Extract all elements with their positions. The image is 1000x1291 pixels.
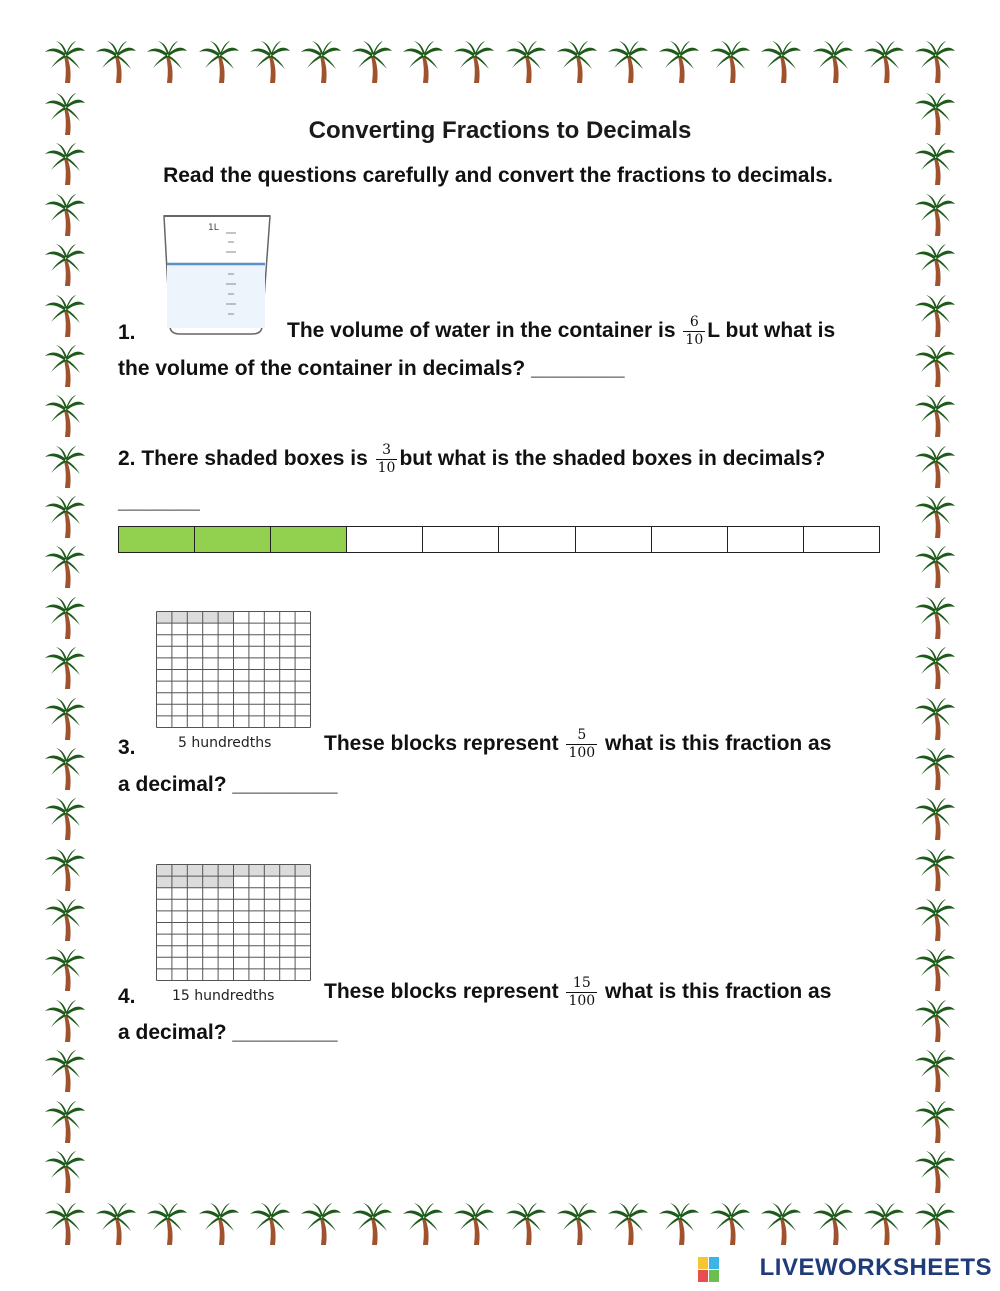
q4-numerator: 15 [566, 975, 597, 993]
palm-tree-icon [658, 40, 700, 84]
liveworksheets-logo-icon [698, 1257, 720, 1283]
palm-tree-icon [914, 193, 956, 237]
palm-tree-icon [44, 495, 86, 539]
palm-tree-icon [914, 848, 956, 892]
palm-tree-icon [505, 40, 547, 84]
palm-tree-icon [44, 40, 86, 84]
q2-numerator: 3 [376, 442, 398, 460]
shaded-block [172, 876, 187, 888]
palm-tree-icon [914, 697, 956, 741]
palm-tree-icon [914, 596, 956, 640]
palm-tree-icon [95, 1202, 137, 1246]
palm-tree-icon [914, 294, 956, 338]
palm-tree-icon [44, 596, 86, 640]
bar-box [347, 527, 423, 552]
q2-suffix: but what is the shaded boxes in decimals? [399, 447, 826, 471]
palm-tree-icon [812, 40, 854, 84]
palm-tree-icon [914, 797, 956, 841]
q1-text-after: L but what is [707, 319, 836, 343]
palm-tree-icon [914, 40, 956, 84]
palm-tree-icon [44, 999, 86, 1043]
palm-tree-icon [914, 898, 956, 942]
palm-tree-icon [198, 40, 240, 84]
shaded-block [249, 865, 264, 877]
palm-tree-icon [760, 1202, 802, 1246]
palm-tree-icon [44, 948, 86, 992]
q3-text-after: what is this fraction as [605, 732, 832, 756]
palm-tree-icon [556, 40, 598, 84]
palm-tree-icon [44, 545, 86, 589]
palm-tree-icon [249, 40, 291, 84]
shaded-block [203, 876, 218, 888]
palm-tree-icon [812, 1202, 854, 1246]
palm-tree-icon [914, 1049, 956, 1093]
palm-tree-icon [760, 40, 802, 84]
bar-box [195, 527, 271, 552]
palm-tree-icon [658, 1202, 700, 1246]
q1-fraction [683, 314, 705, 349]
bar-box [576, 527, 652, 552]
q4-grid-caption: 15 hundredths [172, 988, 275, 1004]
hundredths-grid-15 [155, 863, 312, 983]
palm-tree-icon [402, 1202, 444, 1246]
q2-denominator: 10 [377, 460, 396, 476]
palm-tree-icon [914, 999, 956, 1043]
shaded-block [203, 612, 218, 624]
q1-text-before: The volume of water in the container is [287, 319, 676, 343]
shaded-block [264, 865, 279, 877]
bar-box [423, 527, 499, 552]
q4-number: 4. [118, 985, 136, 1008]
q1-line2: the volume of the container in decimals? ________ [118, 357, 625, 380]
page-title: Converting Fractions to Decimals [308, 117, 692, 144]
palm-tree-icon [300, 40, 342, 84]
beaker-image [158, 208, 278, 338]
liveworksheets-logo-text[interactable]: LIVEWORKSHEETS [759, 1254, 992, 1281]
bar-box [271, 527, 347, 552]
q3-text-before: These blocks represent [324, 732, 559, 756]
palm-tree-icon [351, 40, 393, 84]
palm-tree-icon [44, 394, 86, 438]
q3-numerator: 5 [566, 727, 597, 745]
palm-tree-icon [863, 40, 905, 84]
palm-tree-icon [709, 40, 751, 84]
q2-prefix: 2. There shaded boxes is [118, 447, 368, 471]
palm-tree-icon [607, 40, 649, 84]
palm-tree-icon [44, 1100, 86, 1144]
palm-tree-icon [914, 646, 956, 690]
q3-number: 3. [118, 736, 136, 759]
palm-tree-icon [44, 848, 86, 892]
palm-tree-icon [709, 1202, 751, 1246]
shaded-block [157, 876, 172, 888]
q1-line1 [287, 314, 835, 349]
shaded-block [187, 865, 202, 877]
q4-denominator: 100 [568, 993, 596, 1009]
bar-box [728, 527, 804, 552]
palm-tree-icon [914, 394, 956, 438]
q3-fraction [566, 727, 597, 762]
shaded-block [218, 876, 233, 888]
palm-tree-icon [44, 294, 86, 338]
palm-tree-icon [44, 1049, 86, 1093]
q1-numerator: 6 [683, 314, 705, 332]
q4-text-after: what is this fraction as [605, 980, 832, 1004]
palm-tree-icon [44, 747, 86, 791]
palm-tree-icon [44, 797, 86, 841]
instructions: Read the questions carefully and convert the fractions to decimals. [163, 164, 833, 187]
q3-line1 [324, 727, 831, 762]
palm-tree-icon [914, 545, 956, 589]
palm-tree-icon [300, 1202, 342, 1246]
shaded-block [157, 612, 172, 624]
q2-line1 [118, 442, 825, 477]
tenths-bar [118, 526, 880, 553]
palm-tree-icon [863, 1202, 905, 1246]
palm-tree-icon [95, 40, 137, 84]
palm-tree-icon [914, 445, 956, 489]
palm-tree-icon [914, 948, 956, 992]
palm-tree-icon [249, 1202, 291, 1246]
palm-tree-icon [146, 40, 188, 84]
shaded-block [218, 865, 233, 877]
q1-denominator: 10 [685, 332, 704, 348]
palm-tree-icon [914, 1150, 956, 1194]
q3-denominator: 100 [568, 745, 596, 761]
shaded-block [280, 865, 295, 877]
palm-tree-icon [453, 40, 495, 84]
shaded-block [295, 865, 310, 877]
palm-tree-icon [44, 1150, 86, 1194]
palm-tree-icon [914, 243, 956, 287]
palm-tree-icon [44, 193, 86, 237]
palm-tree-icon [914, 344, 956, 388]
shaded-block [187, 612, 202, 624]
palm-tree-icon [44, 243, 86, 287]
palm-tree-icon [914, 495, 956, 539]
q4-text-before: These blocks represent [324, 980, 559, 1004]
palm-tree-icon [44, 646, 86, 690]
palm-tree-icon [914, 1100, 956, 1144]
palm-tree-icon [914, 1202, 956, 1246]
q2-blank: _______ [118, 490, 200, 513]
shaded-block [172, 612, 187, 624]
shaded-block [218, 612, 233, 624]
palm-tree-icon [607, 1202, 649, 1246]
q4-line2: a decimal? _________ [118, 1021, 338, 1044]
palm-tree-icon [44, 344, 86, 388]
q4-fraction [566, 975, 597, 1010]
shaded-block [203, 865, 218, 877]
bar-box [499, 527, 575, 552]
palm-tree-icon [351, 1202, 393, 1246]
palm-tree-icon [453, 1202, 495, 1246]
shaded-block [234, 865, 249, 877]
q3-line2: a decimal? _________ [118, 773, 338, 796]
palm-tree-icon [402, 40, 444, 84]
bar-box [119, 527, 195, 552]
palm-tree-icon [44, 898, 86, 942]
q3-grid-caption: 5 hundredths [178, 735, 272, 751]
palm-tree-icon [198, 1202, 240, 1246]
palm-tree-icon [556, 1202, 598, 1246]
q4-line1 [324, 975, 831, 1010]
beaker-label: 1L [208, 223, 219, 233]
shaded-block [172, 865, 187, 877]
bar-box [804, 527, 879, 552]
palm-tree-icon [44, 445, 86, 489]
palm-tree-icon [146, 1202, 188, 1246]
shaded-block [157, 865, 172, 877]
palm-tree-icon [505, 1202, 547, 1246]
q1-number: 1. [118, 321, 136, 344]
hundredths-grid-5 [155, 610, 312, 730]
q2-fraction [376, 442, 398, 477]
palm-tree-icon [914, 747, 956, 791]
bar-box [652, 527, 728, 552]
shaded-block [187, 876, 202, 888]
palm-tree-icon [44, 697, 86, 741]
palm-tree-icon [44, 1202, 86, 1246]
